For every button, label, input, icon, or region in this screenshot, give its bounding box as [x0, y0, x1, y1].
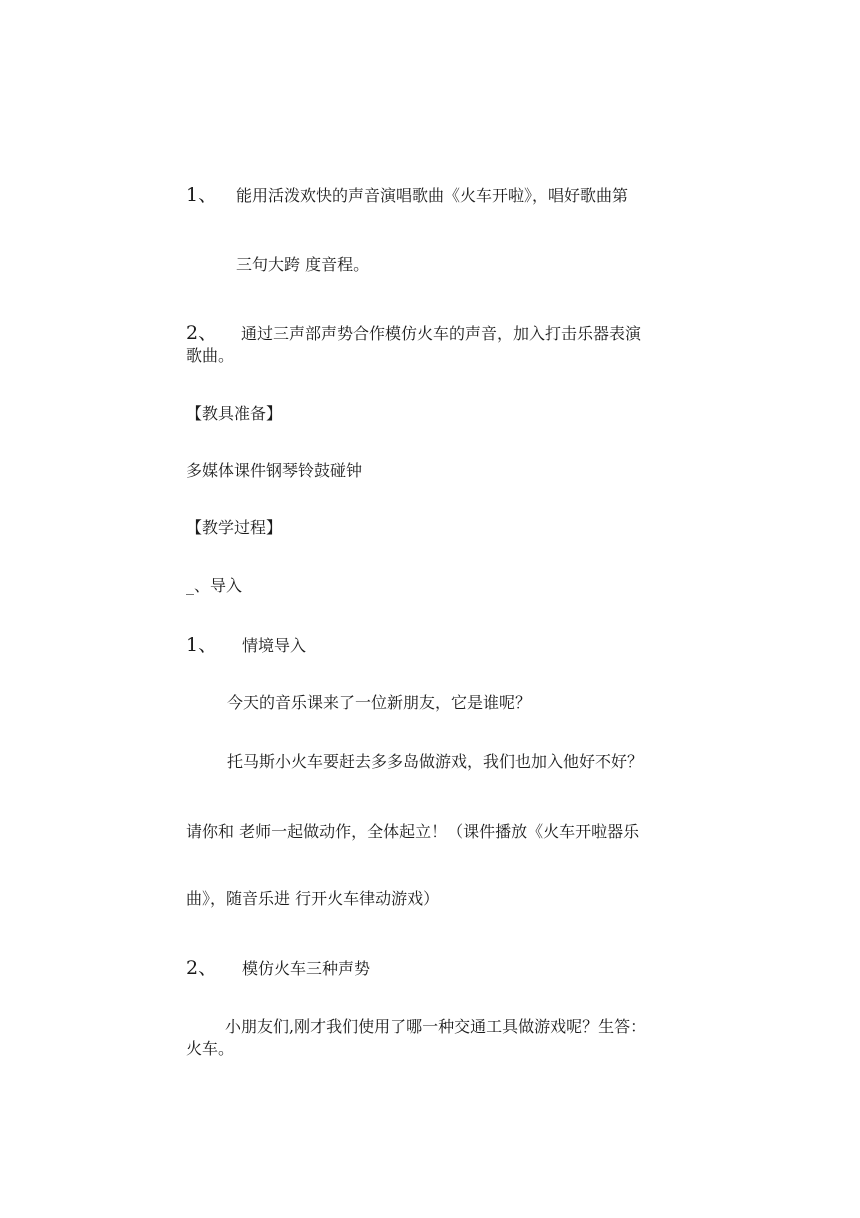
- objective-2-number: 2、: [186, 322, 218, 344]
- step-1-number: 1、: [186, 634, 218, 656]
- preparation-heading: 【教具准备】: [186, 404, 283, 423]
- step-1-paragraph-3-line2: 曲》，随音乐进 行开火车律动游戏）: [186, 889, 440, 908]
- step-1-paragraph-3-line1: 请你和 老师一起做动作，全体起立！（课件播放《火车开啦器乐: [186, 822, 640, 841]
- objective-2-text-line2: 歌曲。: [186, 346, 235, 365]
- objective-2-text-line1: 通过三声部声势合作模仿火车的声音，加入打击乐器表演: [241, 324, 642, 343]
- step-2-paragraph-1-line1: 小朋友们,刚才我们使用了哪一种交通工具做游戏呢？生答：: [225, 1017, 647, 1036]
- step-1-title: 情境导入: [242, 636, 307, 655]
- preparation-content: 多媒体课件钢琴铃鼓碰钟: [186, 461, 363, 480]
- process-heading: 【教学过程】: [186, 518, 283, 537]
- step-2-number: 2、: [186, 957, 218, 979]
- objective-1-text-line2: 三句大跨 度音程。: [236, 255, 370, 274]
- objective-1-text-line1: 能用活泼欢快的声音演唱歌曲《火车开啦》，唱好歌曲第: [236, 186, 629, 205]
- step-2-paragraph-1-line2: 火车。: [186, 1039, 235, 1058]
- step-1-paragraph-2: 托马斯小火车要赶去多多岛做游戏，我们也加入他好不好？: [227, 752, 644, 771]
- step-1-paragraph-1: 今天的音乐课来了一位新朋友，它是谁呢？: [227, 693, 532, 712]
- section-1-title: _、导入: [186, 576, 243, 595]
- objective-1-number: 1、: [186, 184, 218, 206]
- step-2-title: 模仿火车三种声势: [242, 959, 371, 978]
